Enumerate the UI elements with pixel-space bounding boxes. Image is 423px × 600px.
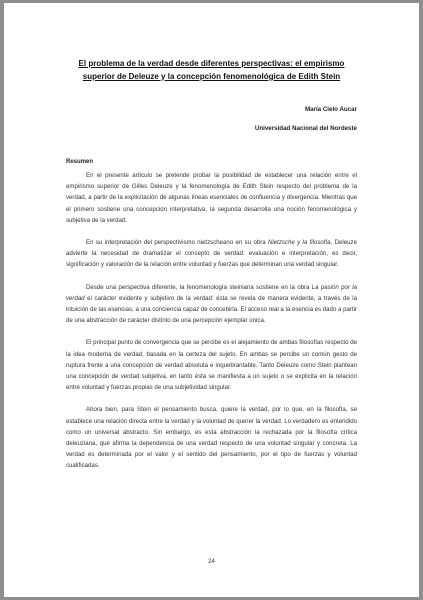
section-heading: Resumen [66, 159, 94, 165]
paragraph-2 [66, 237, 357, 271]
title-line-1: El problema de la verdad desde diferentes perspectivas: el empirismo [78, 59, 345, 68]
paragraph-2-text-b: Deleuze advierte la necesidad de dramatizar el concepto de verdad: evaluación e interpretación, es decir, significación y valoración de la relación entre voluntad y fuerzas que determinan una verdad singular. [66, 239, 357, 269]
paragraph-3-text-b: el carácter evidente y subjetivo de la verdad: ésta se revela de manera evidente, a través de la intuición de las esencias, a una conciencia capaz de concebirla. El acceso real a la esencia es dado a partir de una abstracción de carácter distinto de una percepción ejemplar única. [66, 294, 357, 325]
paragraph-2-text-a: En su interpretación del perspectivismo nietzscheano en su obra [86, 239, 268, 247]
paragraph-1: En el presente artículo se pretende probar la posibilidad de establecer una relación entre el empirismo superior de Gilles Deleuze y la fenomenología de Edith Stein respecto del problema de la verdad, a partir de la explicitación de algunas líneas esenciales de confluencia y divergencia. Mientras que el primero sostiene una concepción interpretativa, la segunda desarrolla una noción fenomenológica y subjetiva de la verdad. [66, 172, 357, 224]
document-page [4, 3, 419, 597]
paragraph-3-text-a: Desde una perspectiva diferente, la fenomenología steiniana sostiene en la obra [86, 283, 312, 291]
article-title [66, 58, 357, 83]
paragraph-3-italic: La pasión por la verdad [66, 283, 357, 302]
paragraph-2-italic: Nietzsche y la filosofía, [268, 239, 333, 247]
institution-name: Universidad Nacional del Nordeste [254, 125, 357, 132]
paragraph-3 [66, 282, 357, 327]
author-name: María Cielo Aucar [304, 106, 357, 113]
paragraph-4: El principal punto de convergencia que se percibe es el alejamiento de ambas filosofías respecto de la idea moderna de verdad, basada en la certeza del sujeto. En ambas se percibe un común gesto de ruptura frente a una concepción de verdad absoluta e inquebrantable. Tanto Deleuze como Stein plantean una concepción de verdad subjetiva, en tanto ésta se manifiesta a un sujeto o se explicita en la relación entre voluntad y fuerzas propias de una subjetividad singular. [66, 339, 357, 392]
page-number: 24 [208, 559, 215, 565]
paragraph-5: Ahora bien, para Stein el pensamiento busca, quiere la verdad, por lo que, en la filosofía, se establece una relación directa entre la verdad y la voluntad de querer la verdad. Lo verdadero es entendido como un universal abstracto. Sin embargo, es esta abstracción la rechazada por la filosofía crítica deleuziana, que afirma la dependencia de una verdad respecto de una voluntad singular y concreta. La verdad es determinada por el valor y el sentido del pensamiento, por el tipo de fuerzas y voluntad cualificadas. [66, 406, 357, 470]
title-line-2: superior de Deleuze y la concepción fenomenológica de Edith Stein [82, 71, 341, 81]
